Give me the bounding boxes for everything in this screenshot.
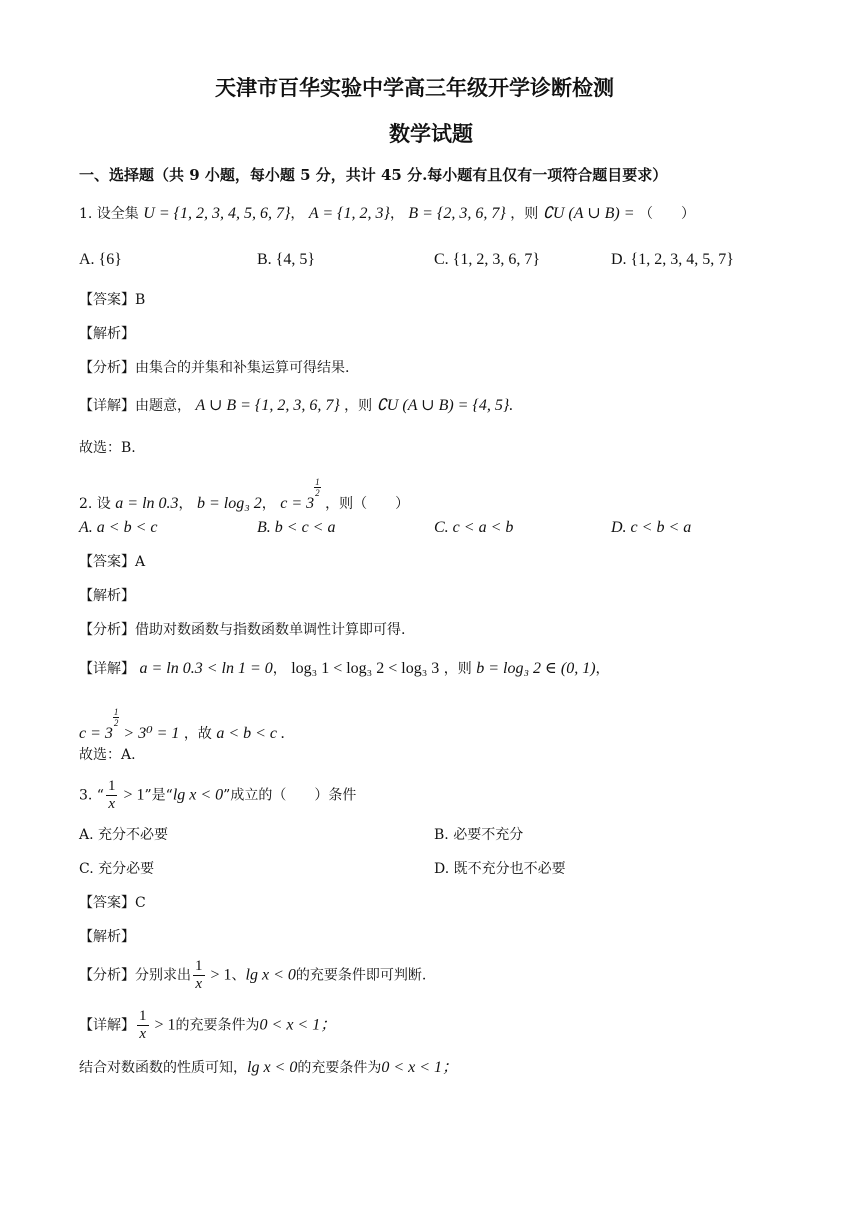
q1-detail-mid: ，则 (344, 398, 373, 414)
q2-c-base: c = 3 (280, 495, 315, 512)
q3-option-a: A. 充分不必要 (79, 827, 169, 843)
q3-last-prefix: 结合对数函数的性质可知， (79, 1060, 247, 1076)
q3-analysis-frac-num: 1 (195, 958, 203, 974)
q3-analysis-mid: 、 (231, 967, 246, 984)
q2-then: ，则（ ） (325, 496, 410, 512)
q3-detail-gt1: > 1 (150, 1016, 176, 1034)
q3-option-c: C. 充分必要 (79, 861, 155, 877)
q2-b: b = log₃ 2 (196, 495, 262, 512)
q1-detail (79, 396, 513, 416)
q2-c (280, 477, 320, 512)
q3-detail-frac-den: x (139, 1026, 147, 1042)
q2-detail-a: a = ln 0.3 < ln 1 = 0 (139, 660, 273, 677)
q2-exp-num: 1 (315, 477, 320, 487)
q3-detail (79, 1008, 336, 1043)
q3-option-b: B. 必要不充分 (434, 827, 524, 843)
q2-stem-prefix: 2. 设 (79, 496, 111, 512)
q2-option-c: C. c < a < b (434, 519, 514, 536)
q3-frac-num: 1 (107, 778, 116, 794)
q3-fraction (106, 778, 118, 813)
q2-line2-exp-den: 2 (113, 718, 119, 728)
q1-choose: 故选：B. (79, 440, 136, 456)
q3-gt1: > 1 (119, 786, 145, 804)
q2-detail-logs: log₃ 1 < log₃ 2 < log₃ 3 (291, 660, 440, 677)
q2-stem: 2. 设 a = ln 0.3， b = log₃ 2， c = 3 $\frac{1}{2}$ ，则（ ） (79, 477, 410, 512)
q1-detail-complement: ∁U (A ∪ B) = {4, 5}. (376, 397, 514, 414)
q3-end: ”成立的（ ）条件 (223, 787, 357, 804)
q3-analysis-gt1: > 1 (206, 966, 232, 984)
q1-stem-prefix: 1. 设全集 (79, 206, 139, 222)
q3-last-line (79, 1058, 458, 1078)
q2-jiexi: 【解析】 (79, 588, 135, 604)
q2-option-b: B. b < c < a (257, 519, 336, 536)
q2-line2-exp-num: 1 (113, 707, 119, 717)
q3-detail-frac-num: 1 (139, 1008, 147, 1024)
q2-line2-order: a < b < c . (216, 725, 286, 742)
q1-then: ，则 (510, 206, 539, 222)
section-heading: 一、选择题（共 9 小题，每小题 5 分，共计 45 分.每小题有且仅有一项符合题目要求） (79, 166, 668, 184)
q3-answer: 【答案】C (79, 895, 146, 911)
q1-detail-prefix: 【详解】由题意， (79, 398, 191, 414)
q1-jiexi: 【解析】 (79, 326, 135, 342)
q1-option-d: D. {1, 2, 3, 4, 5, 7} (611, 251, 734, 268)
q3-lg: lg x < 0 (172, 786, 224, 804)
q2-line2-rest: > 3⁰ = 1 (119, 725, 180, 742)
q1-option-a: A. {6} (79, 251, 122, 268)
q3-detail-fraction (137, 1008, 149, 1043)
q3-detail-range: 0 < x < 1； (259, 1016, 337, 1034)
q2-a: a = ln 0.3 (115, 495, 179, 512)
q1-option-b: B. {4, 5} (257, 251, 316, 268)
q3-option-d: D. 既不充分也不必要 (434, 861, 566, 877)
q2-detail-b: b = log₃ 2 ∈ (0, 1) (476, 660, 596, 677)
q1-option-c: C. {1, 2, 3, 6, 7} (434, 251, 541, 268)
q3-analysis-prefix: 【分析】分别求出 (79, 967, 191, 984)
q2-line2-base: c = 3 (79, 725, 113, 742)
q2-exp-den: 2 (315, 488, 320, 498)
q1-expr: ∁U (A ∪ B) = (542, 205, 635, 222)
q1-analysis: 【分析】由集合的并集和补集运算可得结果. (79, 360, 350, 376)
q3-detail-mid: 的充要条件为 (175, 1017, 260, 1034)
q1-paren: （ ） (639, 206, 695, 222)
q3-analysis-end: 的充要条件即可判断. (295, 967, 427, 984)
q3-frac-den: x (108, 796, 116, 812)
q2-exponent (314, 477, 321, 498)
q2-line2-c (79, 707, 180, 742)
q2-answer: 【答案】A (79, 554, 146, 570)
q1-set-u: U = {1, 2, 3, 4, 5, 6, 7} (143, 205, 291, 222)
q3-jiexi: 【解析】 (79, 929, 135, 945)
q3-analysis-fraction (193, 958, 205, 993)
q3-detail-prefix: 【详解】 (79, 1017, 135, 1034)
q3-analysis (79, 958, 426, 993)
q3-analysis-lg: lg x < 0 (245, 966, 296, 984)
q1-set-a: A = {1, 2, 3} (308, 205, 390, 222)
q2-choose: 故选：A. (79, 747, 136, 763)
q1-stem: 1. 设全集 U = {1, 2, 3, 4, 5, 6, 7}， A = {1, 2, 3}， B = {2, 3, 6, 7} ，则 ∁U (A ∪ B) = （ ） (79, 205, 695, 222)
q1-set-b: B = {2, 3, 6, 7} (408, 205, 506, 222)
q1-answer: 【答案】B (79, 292, 146, 308)
q2-detail: 【详解】 a = ln 0.3 < ln 1 = 0， log₃ 1 < log₃ 2 < log₃ 3 ，则 b = log₃ 2 ∈ (0, 1)， (79, 660, 610, 677)
q2-detail-prefix: 【详解】 (79, 661, 135, 677)
q3-num: 3. “ (79, 787, 104, 804)
q3-last-lg: lg x < 0 (247, 1059, 298, 1076)
q1-detail-union: A ∪ B = {1, 2, 3, 6, 7} (195, 397, 340, 414)
q3-mid: ”是“ (144, 787, 173, 804)
q2-detail-line2 (79, 707, 285, 744)
q3-stem (79, 778, 356, 813)
page-title: 天津市百华实验中学高三年级开学诊断检测 (215, 75, 614, 100)
q3-last-range: 0 < x < 1； (381, 1059, 459, 1076)
page-subtitle: 数学试题 (389, 121, 473, 146)
q2-analysis: 【分析】借助对数函数与指数函数单调性计算即可得. (79, 622, 406, 638)
q2-option-d: D. c < b < a (611, 519, 692, 536)
q2-option-a: A. a < b < c (79, 519, 158, 536)
q2-line2-tail: ，故 (183, 726, 212, 742)
q2-detail-mid: ，则 (443, 661, 472, 677)
q3-analysis-frac-den: x (195, 976, 203, 992)
q3-last-mid: 的充要条件为 (297, 1060, 382, 1076)
